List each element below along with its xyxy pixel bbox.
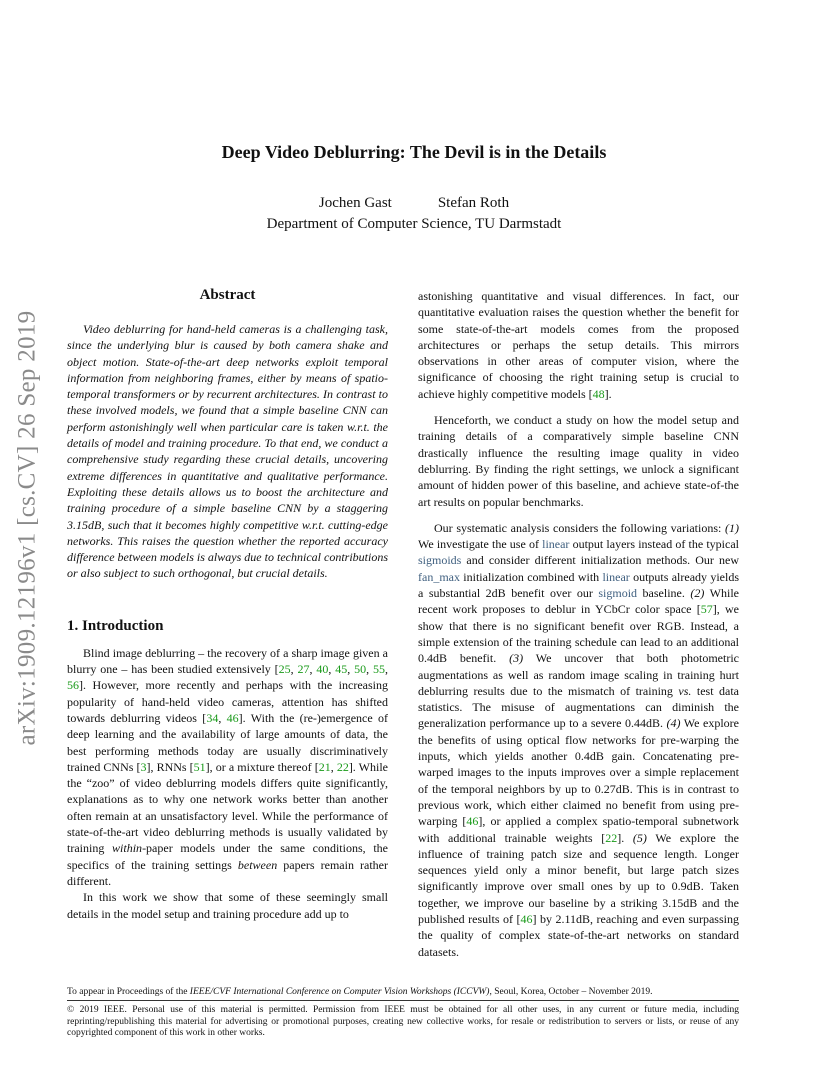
citation-link[interactable]: 22: [336, 759, 349, 774]
citation-link[interactable]: 56: [67, 678, 79, 693]
citation-link[interactable]: 25: [278, 662, 291, 677]
citation-link[interactable]: 55: [373, 662, 386, 677]
intro-paragraph-2: In this work we show that some of these seemingly small details in the model setup and training procedure add up to: [67, 890, 388, 921]
citation-link[interactable]: 57: [700, 602, 713, 617]
citation-link[interactable]: 50: [354, 662, 367, 677]
citation-link[interactable]: 3: [140, 759, 147, 774]
citation-link[interactable]: 46: [520, 911, 533, 926]
page-footer: [67, 987, 747, 1040]
citation-link[interactable]: 22: [605, 830, 618, 845]
intro-paragraph-2-continued: astonishing quantitative and visual differences. In fact, our quantitative evaluation raises the question whether the benefit for some state-of-the-art models comes from the proposed architectures or perhaps the setup details. This mirrors observations in other areas of computer vision, where the significance of choosing the right training setup is crucial to achieve highly competitive models [48].: [418, 289, 739, 401]
citation-link[interactable]: 46: [466, 814, 479, 829]
affiliation: Department of Computer Science, TU Darmstadt: [266, 216, 562, 232]
citation-link[interactable]: 51: [193, 759, 206, 774]
abstract-heading: Abstract: [199, 287, 256, 303]
intro-paragraph-4: Our systematic analysis considers the following variations: (1) We investigate the use of linear output layers instead of the typical sigmoids and consider different initialization methods. Our new fan_max initialization combined with linear outputs already yields a substantial 2dB benefit over our sigmoid baseline. (2) While recent work proposes to deblur in YCbCr color space [57], we show that there is no significant benefit over RGB. Instead, a simple extension of the training schedule can lead to an additional 0.4dB benefit. (3) We uncover that both photometric augmentations as well as random image scaling in training hurt deblurring results due to the mismatch of training vs. test data statistics. The misuse of augmentations can diminish the generalization performance up to a severe 0.44dB. (4) We explore the benefits of using optical flow networks for pre-warping the inputs, which yields another 0.4dB gain. Concatenating pre-warped images to the inputs improves over a simple replacement of the temporal neighbors by up to 0.27dB. This is in contrast to previous work, which either claimed no benefit from using pre-warping [46], or applied a complex spatio-temporal subnetwork with additional trainable weights [22]. (5) We explore the influence of training patch size and sequence length. Longer sequences yield only a minor benefit, but large patch sizes significantly improve over small ones by up to 0.9dB. Taken together, we improve our baseline by a striking 3.15dB and the published results of [46] by 2.11dB, reaching and even surpassing the quality of complex state-of-the-art networks on standard datasets.: [418, 520, 740, 959]
section-heading-introduction: 1. Introduction: [67, 617, 164, 634]
citation-link[interactable]: 34: [206, 710, 219, 725]
citation-link[interactable]: 46: [226, 710, 239, 725]
author-list: [0, 195, 828, 212]
arxiv-stamp: [8, 285, 46, 770]
author-name: Jochen Gast: [318, 195, 392, 211]
left-column: [67, 287, 388, 922]
arxiv-stamp-text: arXiv:1909.12196v1 [cs.CV] 26 Sep 2019: [13, 310, 41, 745]
copyright-notice: © 2019 IEEE. Personal use of this material is permitted. Permission from IEEE must be obtained for all other uses, in any current or future media, including reprinting/republishing this material for advertising or promotional purposes, creating new collective works, for resale or redistribution to servers or lists, or reuse of any copyrighted component of this work in other works.: [67, 1005, 739, 1038]
citation-link[interactable]: 21: [318, 759, 331, 774]
citation-link[interactable]: 27: [297, 662, 310, 677]
citation-link[interactable]: 45: [335, 662, 348, 677]
intro-paragraph-1: Blind image deblurring – the recovery of a sharp image given a blurry one – has been studied extensively [25, 27, 40, 45, 50, 55, 56]. However, more recently and perhaps with the increasing popularity of hand-held video cameras, attention has shifted towards deblurring videos [34, 46]. With the (re-)emergence of deep learning and the availability of large amounts of data, the best performing methods today are usually discriminatively trained CNNs [3], RNNs [51], or a mixture thereof [21, 22]. While the “zoo” of video deblurring models differs quite significantly, explanations as to why one network works better than another often remain at an unsatisfactory level. While the performance of state-of-the-art video deblurring methods is usually validated by training within-paper models under the same conditions, the specifics of the training settings between papers remain rather different.: [67, 645, 389, 888]
footer-divider: [67, 1000, 739, 1001]
paper-title: Deep Video Deblurring: The Devil is in the Details: [221, 142, 607, 162]
intro-paragraph-3: Henceforth, we conduct a study on how the model setup and training details of a comparatively simple baseline CNN drastically influence the resulting image quality in video deblurring. By finding the right settings, we unlock a significant amount of hidden power of this baseline, and achieve state-of-the art results on popular benchmarks.: [418, 413, 739, 509]
author-name: Stefan Roth: [437, 195, 510, 211]
citation-link[interactable]: 48: [592, 386, 605, 401]
venue-note: To appear in Proceedings of the IEEE/CVF International Conference on Computer Vision Workshops (ICCVW), Seoul, Korea, October – November 2019.: [67, 987, 653, 997]
right-column: [418, 288, 739, 960]
abstract-text: Video deblurring for hand-held cameras is a challenging task, since the underlying blur is caused by both camera shake and object motion. State-of-the-art deep networks exploit temporal information from neighboring frames, either by means of spatio-temporal transformers or by recurrent architectures. In contrast to these involved models, we found that a simple baseline CNN can perform astonishingly well when particular care is taken w.r.t. the details of model and training procedure. To that end, we conduct a comprehensive study regarding these crucial details, uncovering extreme differences in quantitative and qualitative performance. Exploiting these details allows us to boost the architecture and training procedure of a simple baseline CNN by a staggering 3.15dB, such that it becomes highly competitive w.r.t. cutting-edge networks. This raises the question whether the reported accuracy difference between models is always due to technical contributions or also subject to such orthogonal, but crucial details.: [67, 322, 388, 581]
citation-link[interactable]: 40: [316, 662, 329, 677]
